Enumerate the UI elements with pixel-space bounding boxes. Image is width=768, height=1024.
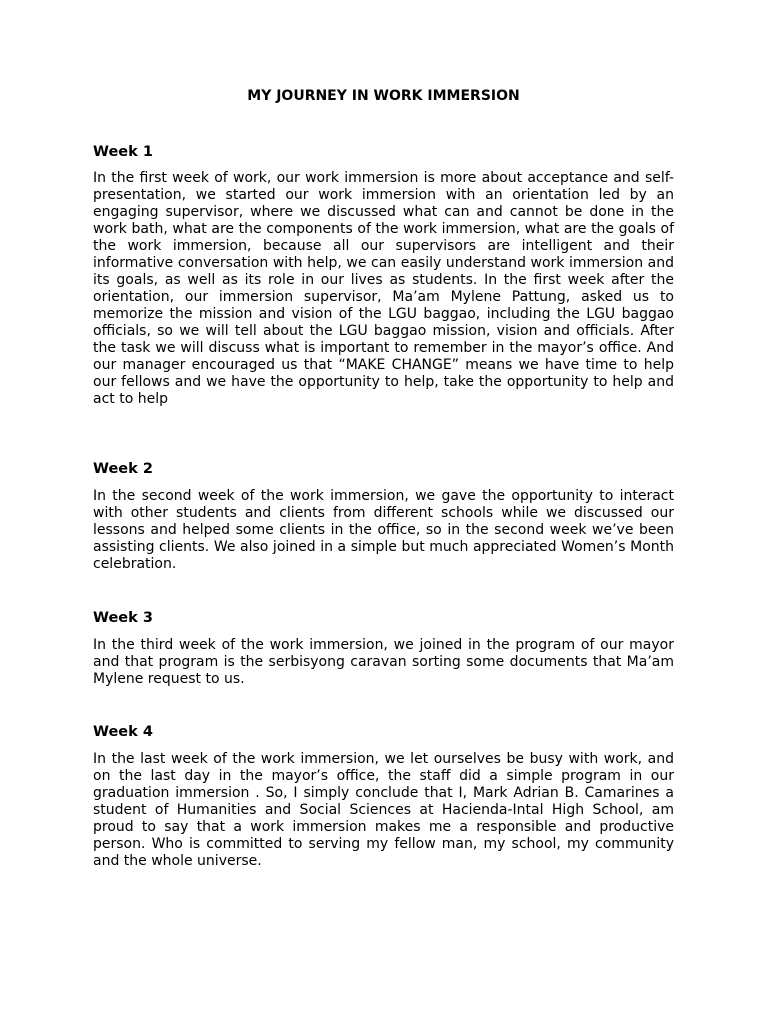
document-title: MY JOURNEY IN WORK IMMERSION [247,88,520,104]
week-2-paragraph: In the second week of the work immersion, we gave the opportunity to interact with other students and clients from different schools while we discussed our lessons and helped some clients in the office, so in the second week we’ve been assisting clients. We also joined in a simple but much appreciated Women’s Month celebration. [93,488,674,572]
week-3-heading: Week 3 [93,610,153,626]
week-3-paragraph: In the third week of the work immersion, we joined in the program of our mayor and that program is the serbisyong caravan sorting some documents that Ma’am Mylene request to us. [93,637,674,687]
week-1-heading: Week 1 [93,144,153,160]
week-4-heading: Week 4 [93,724,153,740]
week-2-heading: Week 2 [93,461,153,477]
week-4-paragraph: In the last week of the work immersion, we let ourselves be busy with work, and on the last day in the mayor’s office, the staff did a simple program in our graduation immersion . So, I simply conclude that I, Mark Adrian B. Camarines a student of Humanities and Social Sciences at Hacienda-Intal High School, am proud to say that a work immersion makes me a responsible and productive person. Who is committed to serving my fellow man, my school, my community and the whole universe. [93,751,674,869]
week-1-paragraph: In the first week of work, our work immersion is more about acceptance and self-presentation, we started our work immersion with an orientation led by an engaging supervisor, where we discussed what can and cannot be done in the work bath, what are the components of the work immersion, what are the goals of the work immersion, because all our supervisors are intelligent and their informative conversation with help, we can easily understand work immersion and its goals, as well as its role in our lives as students. In the first week after the orientation, our immersion supervisor, Ma’am Mylene Pattung, asked us to memorize the mission and vision of the LGU baggao, including the LGU baggao officials, so we will tell about the LGU baggao mission, vision and officials. After the task we will discuss what is important to remember in the mayor’s office. And our manager encouraged us that “MAKE CHANGE” means we have time to help our fellows and we have the opportunity to help, take the opportunity to help and act to help [93,170,674,407]
